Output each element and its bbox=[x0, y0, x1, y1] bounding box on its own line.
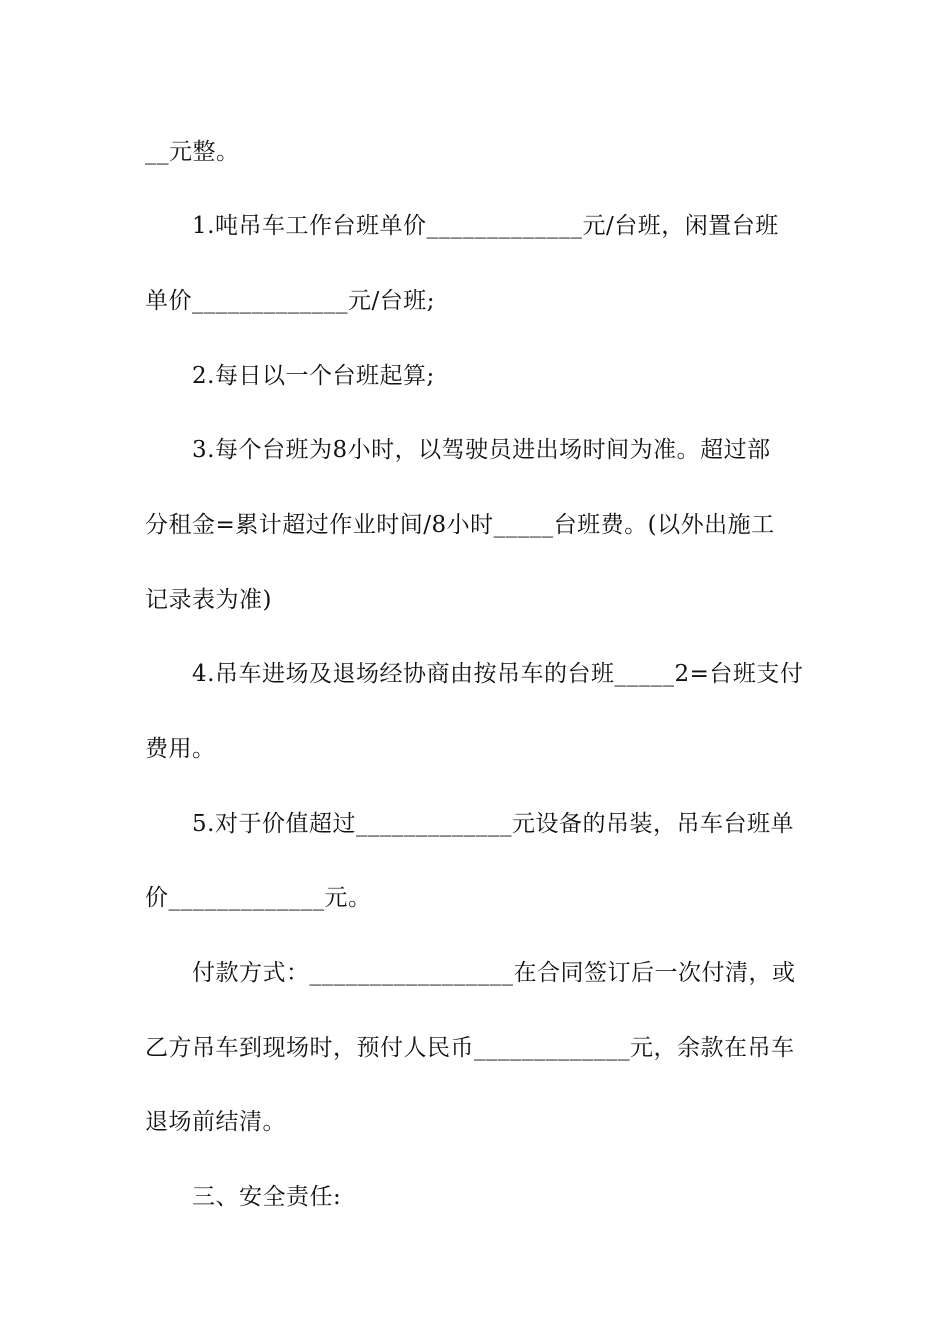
text-line-13: 乙方吊车到现场时，预付人民币_____________元，余款在吊车 bbox=[145, 1035, 795, 1061]
text-line-5: 3.每个台班为8小时，以驾驶员进出场时间为准。超过部 bbox=[192, 437, 771, 463]
text-line-12: 付款方式：_________________在合同签订后一次付清，或 bbox=[192, 960, 796, 986]
text-line-1: __元整。 bbox=[145, 139, 240, 165]
text-line-4: 2.每日以一个台班起算; bbox=[192, 363, 435, 389]
text-line-8: 4.吊车进场及退场经协商由按吊车的台班_____2=台班支付 bbox=[192, 661, 804, 687]
text-line-9: 费用。 bbox=[145, 736, 216, 762]
text-line-7: 记录表为准) bbox=[145, 587, 272, 613]
text-line-14: 退场前结清。 bbox=[145, 1109, 286, 1135]
text-line-2: 1.吨吊车工作台班单价_____________元/台班，闲置台班 bbox=[192, 213, 779, 239]
text-line-10: 5.对于价值超过_____________元设备的吊装，吊车台班单 bbox=[192, 811, 794, 837]
text-line-6: 分租金=累计超过作业时间/8小时_____台班费。(以外出施工 bbox=[145, 512, 775, 538]
section-heading: 三、安全责任: bbox=[192, 1184, 342, 1210]
text-line-3: 单价_____________元/台班; bbox=[145, 288, 435, 314]
text-line-11: 价_____________元。 bbox=[145, 885, 372, 911]
